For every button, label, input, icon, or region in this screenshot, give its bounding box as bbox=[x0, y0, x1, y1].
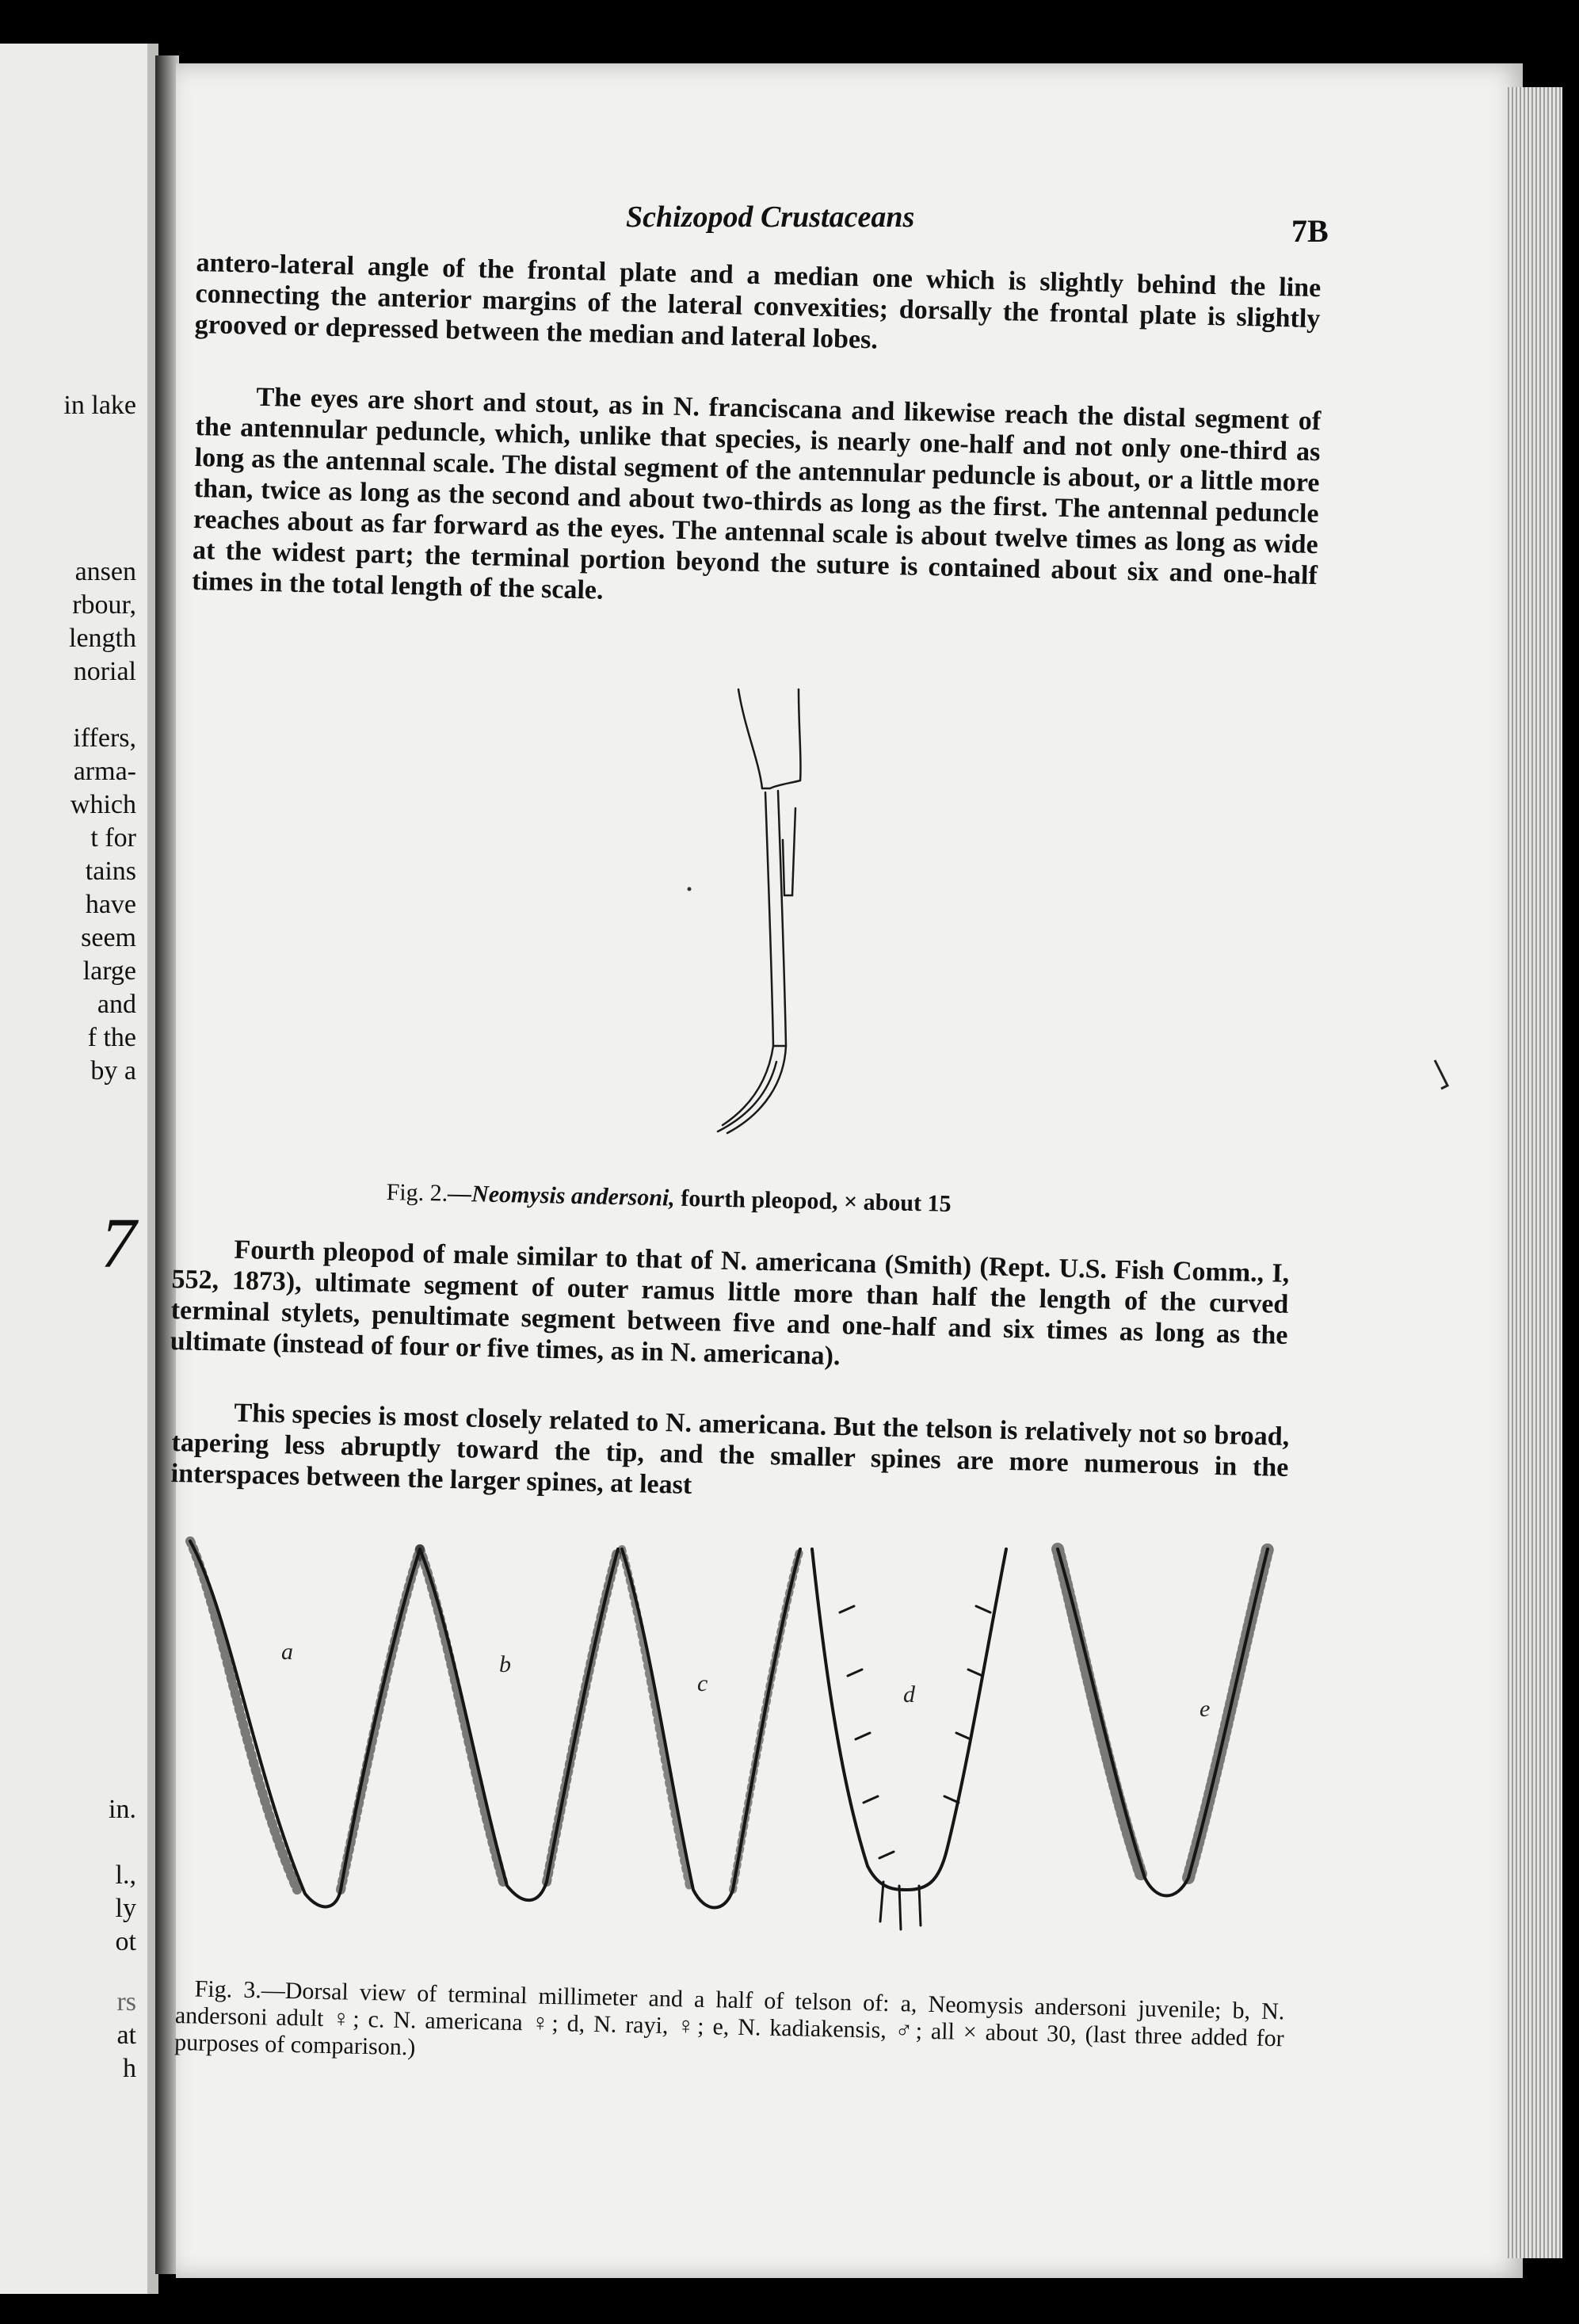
left-page-line: large bbox=[82, 956, 136, 986]
running-title: Schizopod Crustaceans bbox=[626, 200, 915, 234]
figure-3-label-e: e bbox=[1200, 1696, 1211, 1722]
figure-3-label-b: b bbox=[499, 1651, 511, 1677]
figure-2-caption-rest: fourth pleopod, × about 15 bbox=[680, 1185, 952, 1217]
paragraph-fourth-pleopod: Fourth pleopod of male similar to that of N. americana (Smith) (Rept. U.S. Fish Comm., I, 552, 1873), ultimate segment of outer ramus little more than half the length of the curved terminal stylets, penultimate segment between five and one-half and six times as long as the ultimate (instead of four or five times, as in N. americana). bbox=[170, 1235, 1290, 1372]
figure-3-label-d: d bbox=[903, 1681, 915, 1708]
left-page-line: rs bbox=[116, 1987, 136, 2017]
left-page-line: ot bbox=[115, 1927, 136, 1956]
left-page-line: l., bbox=[115, 1860, 136, 1890]
left-page-line: tains bbox=[85, 857, 136, 886]
paragraph-frontal-plate: antero-lateral angle of the frontal plate and a median one which is slightly behind the line connecting the anterior margins of the lateral convexities; dorsally the frontal plate is slightly grooved or depressed between the median and lateral lobes. bbox=[194, 247, 1322, 355]
left-page-line: which bbox=[70, 790, 136, 819]
left-page-line: length bbox=[69, 624, 136, 653]
left-page-line: in lake bbox=[63, 391, 136, 420]
figure-2-caption-prefix: Fig. 2. bbox=[386, 1179, 448, 1207]
left-page-line: arma- bbox=[73, 757, 136, 786]
left-page-line: ansen bbox=[74, 557, 136, 586]
left-page-line: norial bbox=[73, 657, 136, 686]
left-page-line: ly bbox=[115, 1894, 136, 1923]
left-page-line: t for bbox=[90, 823, 136, 853]
figure-3-telson-drawings bbox=[166, 1517, 1299, 1961]
telson-a bbox=[190, 1541, 420, 1906]
left-facing-page bbox=[0, 44, 158, 2294]
left-page-figure-number: 7 bbox=[101, 1204, 136, 1283]
left-page-line: f the bbox=[87, 1023, 136, 1052]
left-page-line: and bbox=[97, 990, 136, 1019]
figure-2-pleopod-drawing bbox=[666, 681, 824, 1157]
figure-3-label-c: c bbox=[697, 1670, 708, 1696]
left-page-line: have bbox=[85, 890, 136, 919]
left-page-line: iffers, bbox=[73, 723, 136, 753]
left-page-line: by a bbox=[90, 1056, 136, 1086]
figure-3-label-a: a bbox=[281, 1639, 293, 1665]
telson-b bbox=[420, 1549, 618, 1900]
telson-e bbox=[1058, 1549, 1268, 1896]
telson-c bbox=[622, 1549, 800, 1908]
telson-d bbox=[812, 1549, 1006, 1929]
figure-2-specimen-mark bbox=[1430, 1054, 1454, 1101]
page-number: 7B bbox=[1291, 213, 1329, 249]
page-edge-stack bbox=[1505, 87, 1562, 2258]
paragraph-eyes: The eyes are short and stout, as in N. franciscana and likewise reach the distal segment of the antennular peduncle, which, unlike that species, is nearly one-half and not only one-third as long as the antennal scale. The distal segment of the antennular peduncle is about, or a little more than, twice as long as the second and about two-thirds as long as the first. The antennal peduncle reaches about as far forward as the eyes. The antennal scale is about twelve times as long as wide at the widest part; the terminal portion beyond the suture is contained about six and one-half times in the total length of the scale. bbox=[191, 382, 1322, 605]
figure-2-caption-species: —Neomysis andersoni, bbox=[447, 1180, 676, 1212]
left-page-line: at bbox=[116, 2021, 136, 2050]
figure-3-caption: Fig. 3.—Dorsal view of terminal millimeter and a half of telson of: a, Neomysis andersoni juvenile; b, N. andersoni adult ♀; c. N. americana ♀; d, N. rayi, ♀; e, N. kadiakensis, ♂; all × about 30, (last three added for purposes of comparison.) bbox=[174, 1975, 1285, 2061]
paragraph-relationship: This species is most closely related to N. americana. But the telson is relatively not so broad, tapering less abruptly toward the tip, and the smaller spines are more numerous in the interspaces between the larger spines, at least bbox=[170, 1398, 1290, 1500]
left-page-line: in. bbox=[109, 1795, 136, 1824]
left-page-line: seem bbox=[81, 923, 136, 952]
left-page-line: rbour, bbox=[72, 590, 136, 620]
left-page-line: h bbox=[123, 2054, 136, 2083]
